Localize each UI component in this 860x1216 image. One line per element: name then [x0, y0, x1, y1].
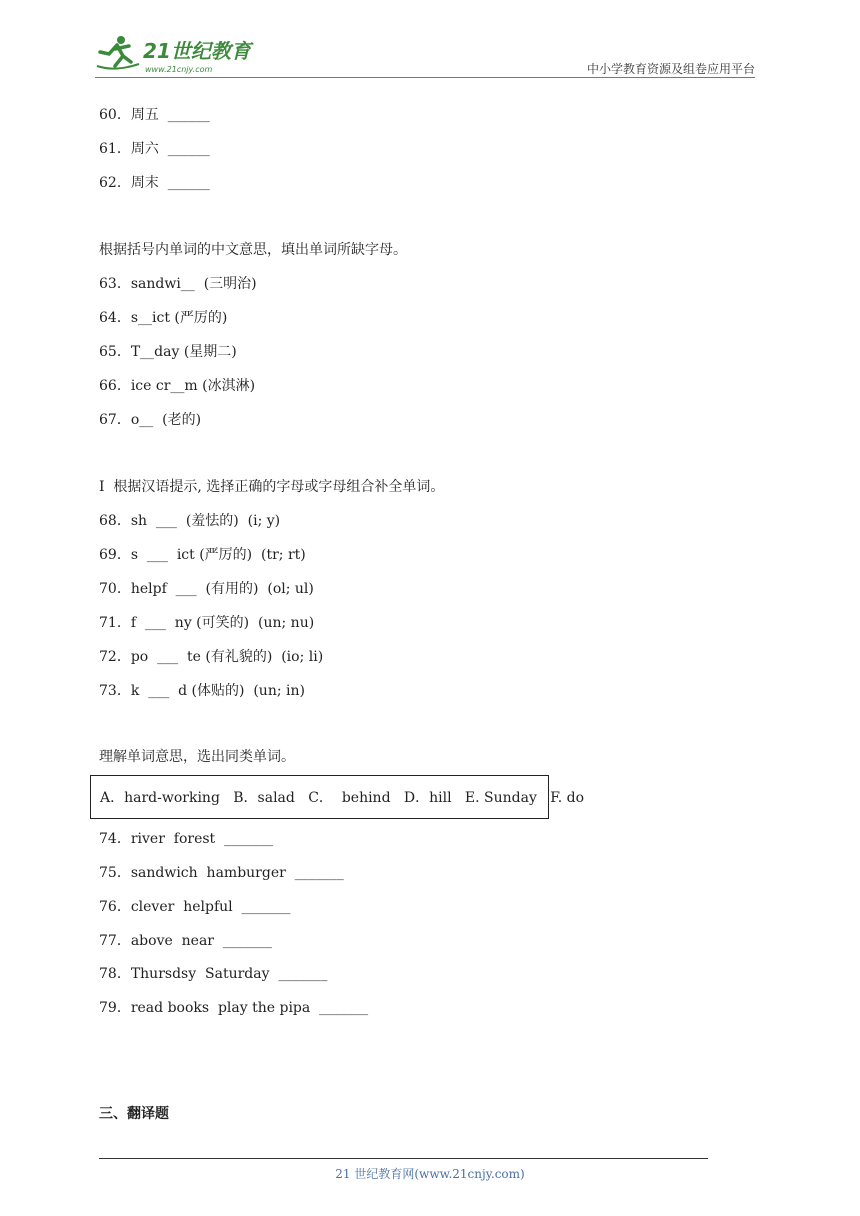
question-62: 62．周末 ______ — [99, 175, 210, 191]
platform-name: 中小学教育资源及组卷应用平台 — [586, 62, 755, 76]
question-74: 74．river forest _______ — [99, 831, 274, 847]
question-63: 63．sandwi__ (三明治) — [99, 276, 257, 292]
question-77: 77．above near _______ — [99, 933, 272, 949]
instruction-fill-letters: 根据括号内单词的中文意思，填出单词所缺字母。 — [99, 242, 407, 258]
question-67: 67．o__ (老的) — [99, 412, 202, 428]
page-footer: 21 世纪教育网(www.21cnjy.com) — [335, 1167, 525, 1181]
question-78: 78．Thursdsy Saturday _______ — [99, 966, 328, 982]
question-69: 69．s ___ ict (严厉的) (tr; rt) — [99, 547, 306, 563]
logo-icon — [95, 32, 265, 76]
question-71: 71．f ___ ny (可笑的) (un; nu) — [99, 615, 315, 631]
question-72: 72．po ___ te (有礼貌的) (io; li) — [99, 649, 324, 665]
question-73: 73．k ___ d (体贴的) (un; in) — [99, 683, 305, 699]
options-box — [90, 775, 585, 819]
question-66: 66．ice cr__m (冰淇淋) — [99, 378, 256, 394]
footer-divider — [99, 1158, 708, 1159]
options-list: A．hard-working B．salad C． behind D．hill E. Sunday F. do — [100, 790, 585, 806]
svg-text:21世纪教育: 21世纪教育 — [143, 39, 251, 63]
question-61: 61．周六 ______ — [99, 141, 210, 157]
section-title: 三、翻译题 — [99, 1106, 169, 1122]
question-70: 70．helpf ___ (有用的) (ol; ul) — [99, 581, 314, 597]
svg-text:www.21cnjy.com: www.21cnjy.com — [145, 65, 213, 74]
question-64: 64．s__ict (严厉的) — [99, 310, 228, 326]
question-76: 76．clever helpful _______ — [99, 899, 291, 915]
header-divider — [95, 77, 755, 78]
question-75: 75．sandwich hamburger _______ — [99, 865, 344, 881]
page-header — [95, 30, 755, 78]
question-65: 65．T__day (星期二) — [99, 344, 237, 360]
instruction-choose-letters: I 根据汉语提示, 选择正确的字母或字母组合补全单词。 — [99, 479, 445, 495]
question-60: 60．周五 ______ — [99, 107, 210, 123]
instruction-same-category: 理解单词意思，选出同类单词。 — [99, 749, 295, 765]
question-79: 79．read books play the pipa _______ — [99, 1000, 369, 1016]
question-68: 68．sh ___ (羞怯的) (i; y) — [99, 513, 281, 529]
